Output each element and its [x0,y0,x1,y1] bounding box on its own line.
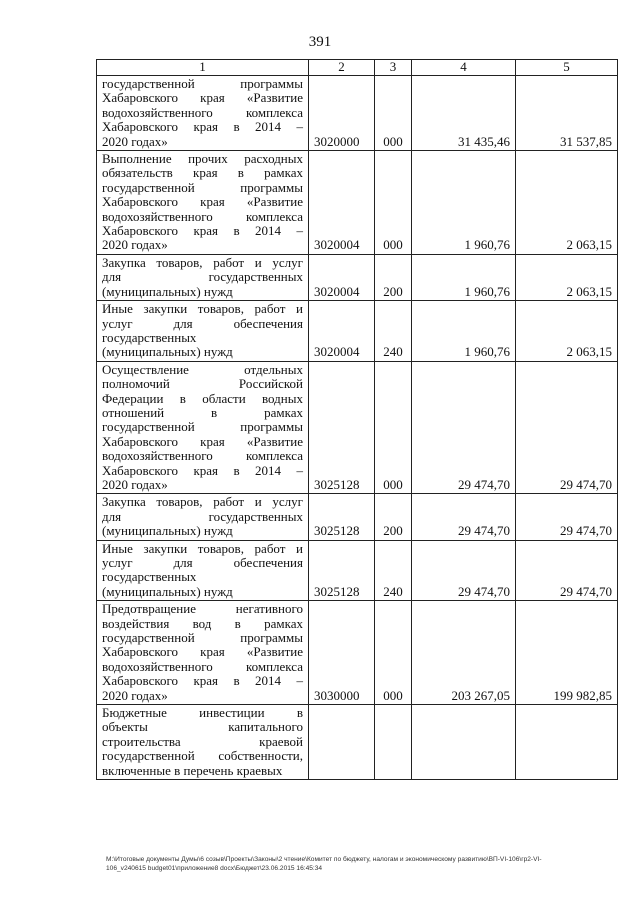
file-path-footer [106,855,616,873]
table-row [97,301,618,362]
description-line: Бюджетные инвестиции в [102,705,303,721]
row-expense-type: 000 [375,601,412,705]
table-row [97,540,618,601]
description-line: Иные закупки товаров, работ и [102,301,303,317]
description-line: объекты капитального [102,719,303,735]
table-header-row [97,60,618,76]
header-col-3: 3 [375,60,412,76]
row-value-2 [516,705,618,780]
description-line: 2020 годах» [102,133,168,149]
row-expense-type [375,705,412,780]
row-value-2: 2 063,15 [516,151,618,255]
description-line: воздействия вод в рамках [102,615,303,631]
row-value-1: 203 267,05 [412,601,516,705]
row-value-2: 29 474,70 [516,361,618,494]
footer-line-1: M:\Итоговые документы Думы\6 созыв\Проекты\Законы\2 чтение\Комитет по бюджету, налогам и экономическому развитию\ВП-VI-106\гр2-VI- [106,856,542,863]
description-line: водохозяйственного комплекса [102,104,303,120]
description-line: для государственных [102,508,303,524]
description-line: Хабаровского края в 2014 – [102,223,303,239]
description-line: государственной программы [102,419,303,435]
row-value-1: 29 474,70 [412,361,516,494]
description-line: Осуществление отдельных [102,361,303,377]
row-value-2: 2 063,15 [516,301,618,362]
description-line: Выполнение прочих расходных [102,151,303,167]
row-expense-type: 000 [375,151,412,255]
description-line: государственных [102,329,197,345]
description-line: Хабаровского края «Развитие [102,194,303,210]
row-description [97,540,309,601]
table-row [97,494,618,540]
row-expense-type: 200 [375,494,412,540]
row-description [97,76,309,151]
row-description [97,254,309,300]
table-row [97,254,618,300]
description-line: Иные закупки товаров, работ и [102,540,303,556]
description-line: (муниципальных) нужд [102,523,233,539]
description-line: Хабаровского края «Развитие [102,90,303,106]
row-expense-type: 000 [375,76,412,151]
description-line: водохозяйственного комплекса [102,448,303,464]
budget-table [96,59,618,780]
description-line: водохозяйственного комплекса [102,658,303,674]
row-value-1: 29 474,70 [412,494,516,540]
description-line: Закупка товаров, работ и услуг [102,254,303,270]
description-line: обязательств края в рамках [102,165,303,181]
row-code: 3020004 [309,151,375,255]
description-line: государственной программы [102,630,303,646]
header-col-2: 2 [309,60,375,76]
row-value-2: 199 982,85 [516,601,618,705]
description-line: (муниципальных) нужд [102,583,233,599]
row-value-2: 29 474,70 [516,494,618,540]
row-value-1 [412,705,516,780]
row-description [97,494,309,540]
row-value-2: 29 474,70 [516,540,618,601]
description-line: Предотвращение негативного [102,601,303,617]
table-row [97,76,618,151]
description-line: строительства краевой [102,733,303,749]
description-line: 2020 годах» [102,476,168,492]
description-line: для государственных [102,269,303,285]
table-row [97,151,618,255]
description-line: Закупка товаров, работ и услуг [102,494,303,510]
row-value-1: 29 474,70 [412,540,516,601]
row-code: 3025128 [309,540,375,601]
row-value-1: 31 435,46 [412,76,516,151]
description-line: Хабаровского края «Развитие [102,644,303,660]
description-line: полномочий Российской [102,376,303,392]
row-description [97,705,309,780]
description-line: государственной программы [102,76,303,91]
description-line: водохозяйственного комплекса [102,208,303,224]
row-code: 3025128 [309,494,375,540]
row-value-1: 1 960,76 [412,301,516,362]
description-line: государственной собственности, [102,748,303,764]
description-line: отношений в рамках [102,404,303,420]
row-description [97,151,309,255]
row-code: 3025128 [309,361,375,494]
row-code: 3030000 [309,601,375,705]
description-line: Хабаровского края «Развитие [102,433,303,449]
row-expense-type: 200 [375,254,412,300]
header-col-1: 1 [97,60,309,76]
row-value-1: 1 960,76 [412,254,516,300]
description-line: (муниципальных) нужд [102,344,233,360]
row-code: 3020004 [309,254,375,300]
row-description [97,601,309,705]
description-line: Хабаровского края в 2014 – [102,462,303,478]
footer-line-2: 106_v240615 budget01\приложение8 docx\Бюджет\23.06.2015 16:45:34 [106,865,323,872]
row-description [97,361,309,494]
description-line: 2020 годах» [102,687,168,703]
header-col-5: 5 [516,60,618,76]
description-line: 2020 годах» [102,237,168,253]
row-value-2: 31 537,85 [516,76,618,151]
row-code [309,705,375,780]
description-line: услуг для обеспечения [102,555,303,570]
description-line: государственной программы [102,179,303,195]
description-line: Хабаровского края в 2014 – [102,119,303,135]
table-row [97,705,618,780]
table-row [97,601,618,705]
row-description [97,301,309,362]
description-line: услуг для обеспечения [102,315,303,331]
description-line: включенные в перечень краевых [102,762,283,778]
description-line: Федерации в области водных [102,390,303,406]
row-code: 3020004 [309,301,375,362]
row-expense-type: 240 [375,540,412,601]
table-body [97,76,618,780]
table-row [97,361,618,494]
row-value-1: 1 960,76 [412,151,516,255]
row-code: 3020000 [309,76,375,151]
row-expense-type: 240 [375,301,412,362]
description-line: (муниципальных) нужд [102,283,233,299]
header-col-4: 4 [412,60,516,76]
description-line: государственных [102,569,197,585]
row-expense-type: 000 [375,361,412,494]
page-number: 391 [308,34,332,50]
description-line: Хабаровского края в 2014 – [102,673,303,689]
row-value-2: 2 063,15 [516,254,618,300]
